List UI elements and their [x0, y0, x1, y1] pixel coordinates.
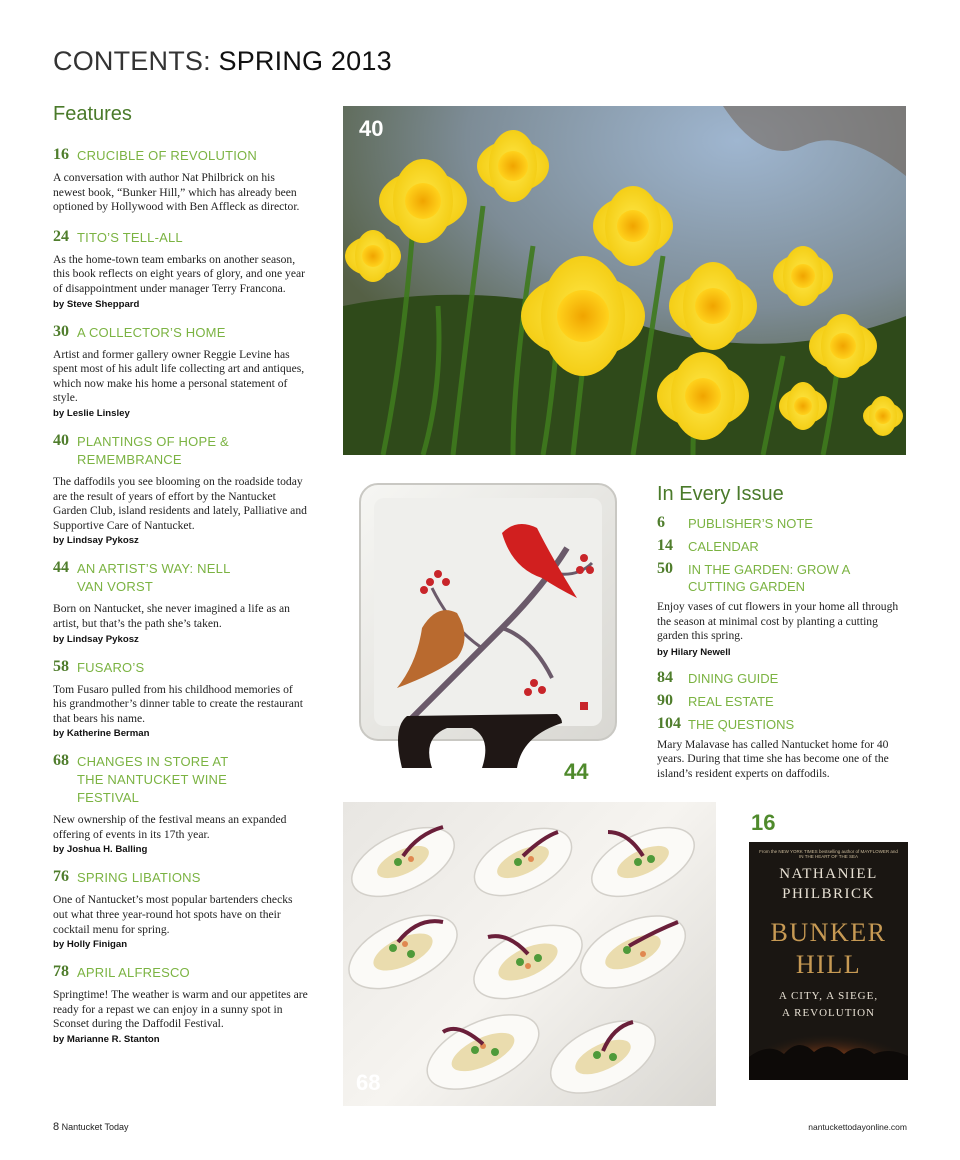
issue-item: [657, 669, 907, 687]
book-author-last: PHILBRICK: [782, 886, 875, 902]
food-page-number: 68: [356, 1070, 381, 1095]
daffodil-page-number: 40: [359, 116, 384, 141]
feature-page-number: 68: [53, 752, 69, 770]
issue-page-number: 90: [657, 691, 673, 709]
cardinal-plate-photo[interactable]: [352, 478, 624, 788]
feature-byline: by Joshua H. Balling: [53, 844, 148, 856]
footer-publication: Nantucket Today: [61, 1122, 129, 1132]
issue-item: [657, 560, 907, 595]
issue-item-group[interactable]: [657, 560, 907, 658]
issue-item: [657, 514, 907, 532]
issue-title[interactable]: THE QUESTIONS: [688, 716, 795, 732]
feature-description: A conversation with author Nat Philbrick on his newest book, “Bunker Hill,” which has already been optioned by Hollywood with Ben Affleck as director.: [53, 171, 300, 214]
feature-head: [53, 658, 308, 677]
book-author-first: NATHANIEL: [779, 866, 878, 882]
feature-page-number: 78: [53, 963, 69, 981]
feature-description: One of Nantucket’s most popular bartenders checks out what three year-round hot spots have on their cocktail menu for spring.: [53, 893, 293, 936]
feature-byline: by Steve Sheppard: [53, 298, 140, 310]
issue-title[interactable]: PUBLISHER’S NOTE: [688, 516, 813, 531]
feature-item[interactable]: [53, 868, 308, 950]
feature-item[interactable]: [53, 963, 308, 1045]
feature-title[interactable]: AN ARTIST’S WAY: NELL VAN VORST: [77, 561, 231, 595]
title-contents: CONTENTS:: [53, 46, 219, 76]
feature-title[interactable]: FUSARO’S: [77, 659, 145, 675]
feature-page-number: 30: [53, 322, 69, 340]
feature-item[interactable]: [53, 658, 308, 740]
features-heading: Features: [53, 103, 132, 125]
feature-head: [53, 228, 308, 247]
daffodil-illustration: [343, 106, 906, 455]
food-spoons-illustration: [343, 802, 716, 1106]
feature-item[interactable]: [53, 228, 308, 310]
food-spoons-photo[interactable]: [343, 802, 716, 1106]
issue-title[interactable]: DINING GUIDE: [688, 670, 779, 686]
feature-byline: by Katherine Berman: [53, 728, 150, 740]
issue-byline: by Hilary Newell: [657, 646, 731, 658]
feature-title[interactable]: SPRING LIBATIONS: [77, 870, 201, 886]
feature-page-number: 40: [53, 431, 69, 449]
issue-description: Mary Malavase has called Nantucket home for 40 years. During that time she has become one of the island’s resident experts on daffodils.: [657, 737, 889, 780]
book-title-line-1: BUNKER: [770, 918, 887, 947]
page-title: [53, 46, 392, 77]
feature-description: Artist and former gallery owner Reggie Levine has spent most of his adult life collecting art and antiques, which now make his home a personal statement of style.: [53, 347, 305, 405]
feature-head: [53, 868, 308, 887]
feature-head: [53, 323, 308, 342]
issue-page-number: 14: [657, 537, 673, 554]
bunker-hill-book-cover[interactable]: [749, 842, 908, 1080]
book-top-line: From the NEW YORK TIMES bestselling author of MAYFLOWER and IN THE HEART OF THE SEA: [759, 849, 898, 859]
book-subtitle-line-1: A CITY, A SIEGE,: [778, 990, 879, 1002]
feature-title[interactable]: APRIL ALFRESCO: [77, 965, 190, 981]
feature-page-number: 16: [53, 146, 69, 163]
feature-page-number: 58: [53, 657, 69, 675]
issue-item-group[interactable]: [657, 537, 907, 555]
feature-description: Born on Nantucket, she never imagined a life as an artist, but that’s the path she’s taken.: [53, 602, 290, 630]
feature-page-number: 76: [53, 868, 69, 886]
issue-title[interactable]: IN THE GARDEN: GROW A CUTTING GARDEN: [688, 562, 850, 594]
issue-page-number: 6: [657, 514, 665, 531]
feature-head: [53, 963, 308, 982]
feature-head: [53, 559, 308, 596]
plate-page-number: 44: [564, 759, 589, 784]
feature-byline: by Holly Finigan: [53, 939, 128, 951]
issue-page-number: 104: [657, 714, 681, 732]
feature-item[interactable]: [53, 146, 308, 215]
feature-title[interactable]: PLANTINGS OF HOPE & REMEMBRANCE: [77, 433, 229, 467]
feature-item[interactable]: [53, 752, 308, 855]
feature-description: The daffodils you see blooming on the roadside today are the result of years of effort by the Nantucket Garden Club, island residents and lately, Palliative and Supportive Care of Nantucket.: [53, 474, 307, 532]
feature-page-number: 44: [53, 559, 69, 577]
footer-left: [53, 1121, 129, 1133]
cardinal-plate-illustration: [352, 478, 624, 788]
feature-description: New ownership of the festival means an expanded offering of events in its 17th year.: [53, 813, 287, 841]
feature-byline: by Leslie Linsley: [53, 407, 130, 419]
in-every-issue-list: [657, 514, 907, 782]
daffodil-photo[interactable]: [343, 106, 906, 455]
feature-item[interactable]: [53, 323, 308, 419]
issue-item-group[interactable]: [657, 514, 907, 532]
footer-page-number: 8: [53, 1121, 60, 1133]
feature-item[interactable]: [53, 559, 308, 644]
feature-byline: by Marianne R. Stanton: [53, 1034, 160, 1046]
issue-title[interactable]: CALENDAR: [688, 539, 759, 554]
issue-page-number: 84: [657, 668, 673, 686]
book-title-line-2: HILL: [795, 950, 862, 979]
issue-title[interactable]: REAL ESTATE: [688, 693, 774, 709]
feature-head: [53, 752, 308, 807]
feature-description: As the home-town team embarks on another season, this book reflects on eight years of glory, and one year of disappointment under manager Terry Francona.: [53, 252, 305, 295]
feature-title[interactable]: CHANGES IN STORE AT THE NANTUCKET WINE FESTIVAL: [77, 754, 229, 806]
feature-description: Springtime! The weather is warm and our appetites are ready for a repast we can enjoy in a sunny spot in Sconset during the Daffodil Festival.: [53, 988, 308, 1031]
feature-title[interactable]: A COLLECTOR’S HOME: [77, 324, 226, 340]
in-every-issue-heading: In Every Issue: [657, 483, 784, 505]
issue-description: Enjoy vases of cut flowers in your home all through the season at minimal cost by planting a cutting garden this spring.: [657, 600, 899, 643]
issue-page-number: 50: [657, 560, 673, 577]
feature-title[interactable]: TITO’S TELL-ALL: [77, 229, 183, 245]
feature-item[interactable]: [53, 432, 308, 546]
issue-item-group[interactable]: [657, 715, 907, 782]
feature-byline: by Lindsay Pykosz: [53, 535, 139, 547]
feature-description: Tom Fusaro pulled from his childhood memories of his grandmother’s dinner table to create the restaurant that bears his name.: [53, 682, 303, 725]
feature-head: [53, 146, 308, 165]
feature-title[interactable]: CRUCIBLE OF REVOLUTION: [77, 148, 257, 163]
issue-item: [657, 715, 907, 733]
issue-item-group[interactable]: [657, 669, 907, 687]
book-page-number: 16: [751, 810, 776, 835]
issue-item: [657, 692, 907, 710]
footer-website[interactable]: nantuckettodayonline.com: [808, 1122, 907, 1132]
book-subtitle-line-2: A REVOLUTION: [782, 1007, 875, 1019]
issue-item: [657, 537, 907, 555]
feature-page-number: 24: [53, 227, 69, 245]
title-season: SPRING 2013: [218, 46, 392, 76]
feature-byline: by Lindsay Pykosz: [53, 633, 139, 645]
features-list: [53, 146, 308, 1058]
feature-head: [53, 432, 308, 469]
issue-item-group[interactable]: [657, 692, 907, 710]
